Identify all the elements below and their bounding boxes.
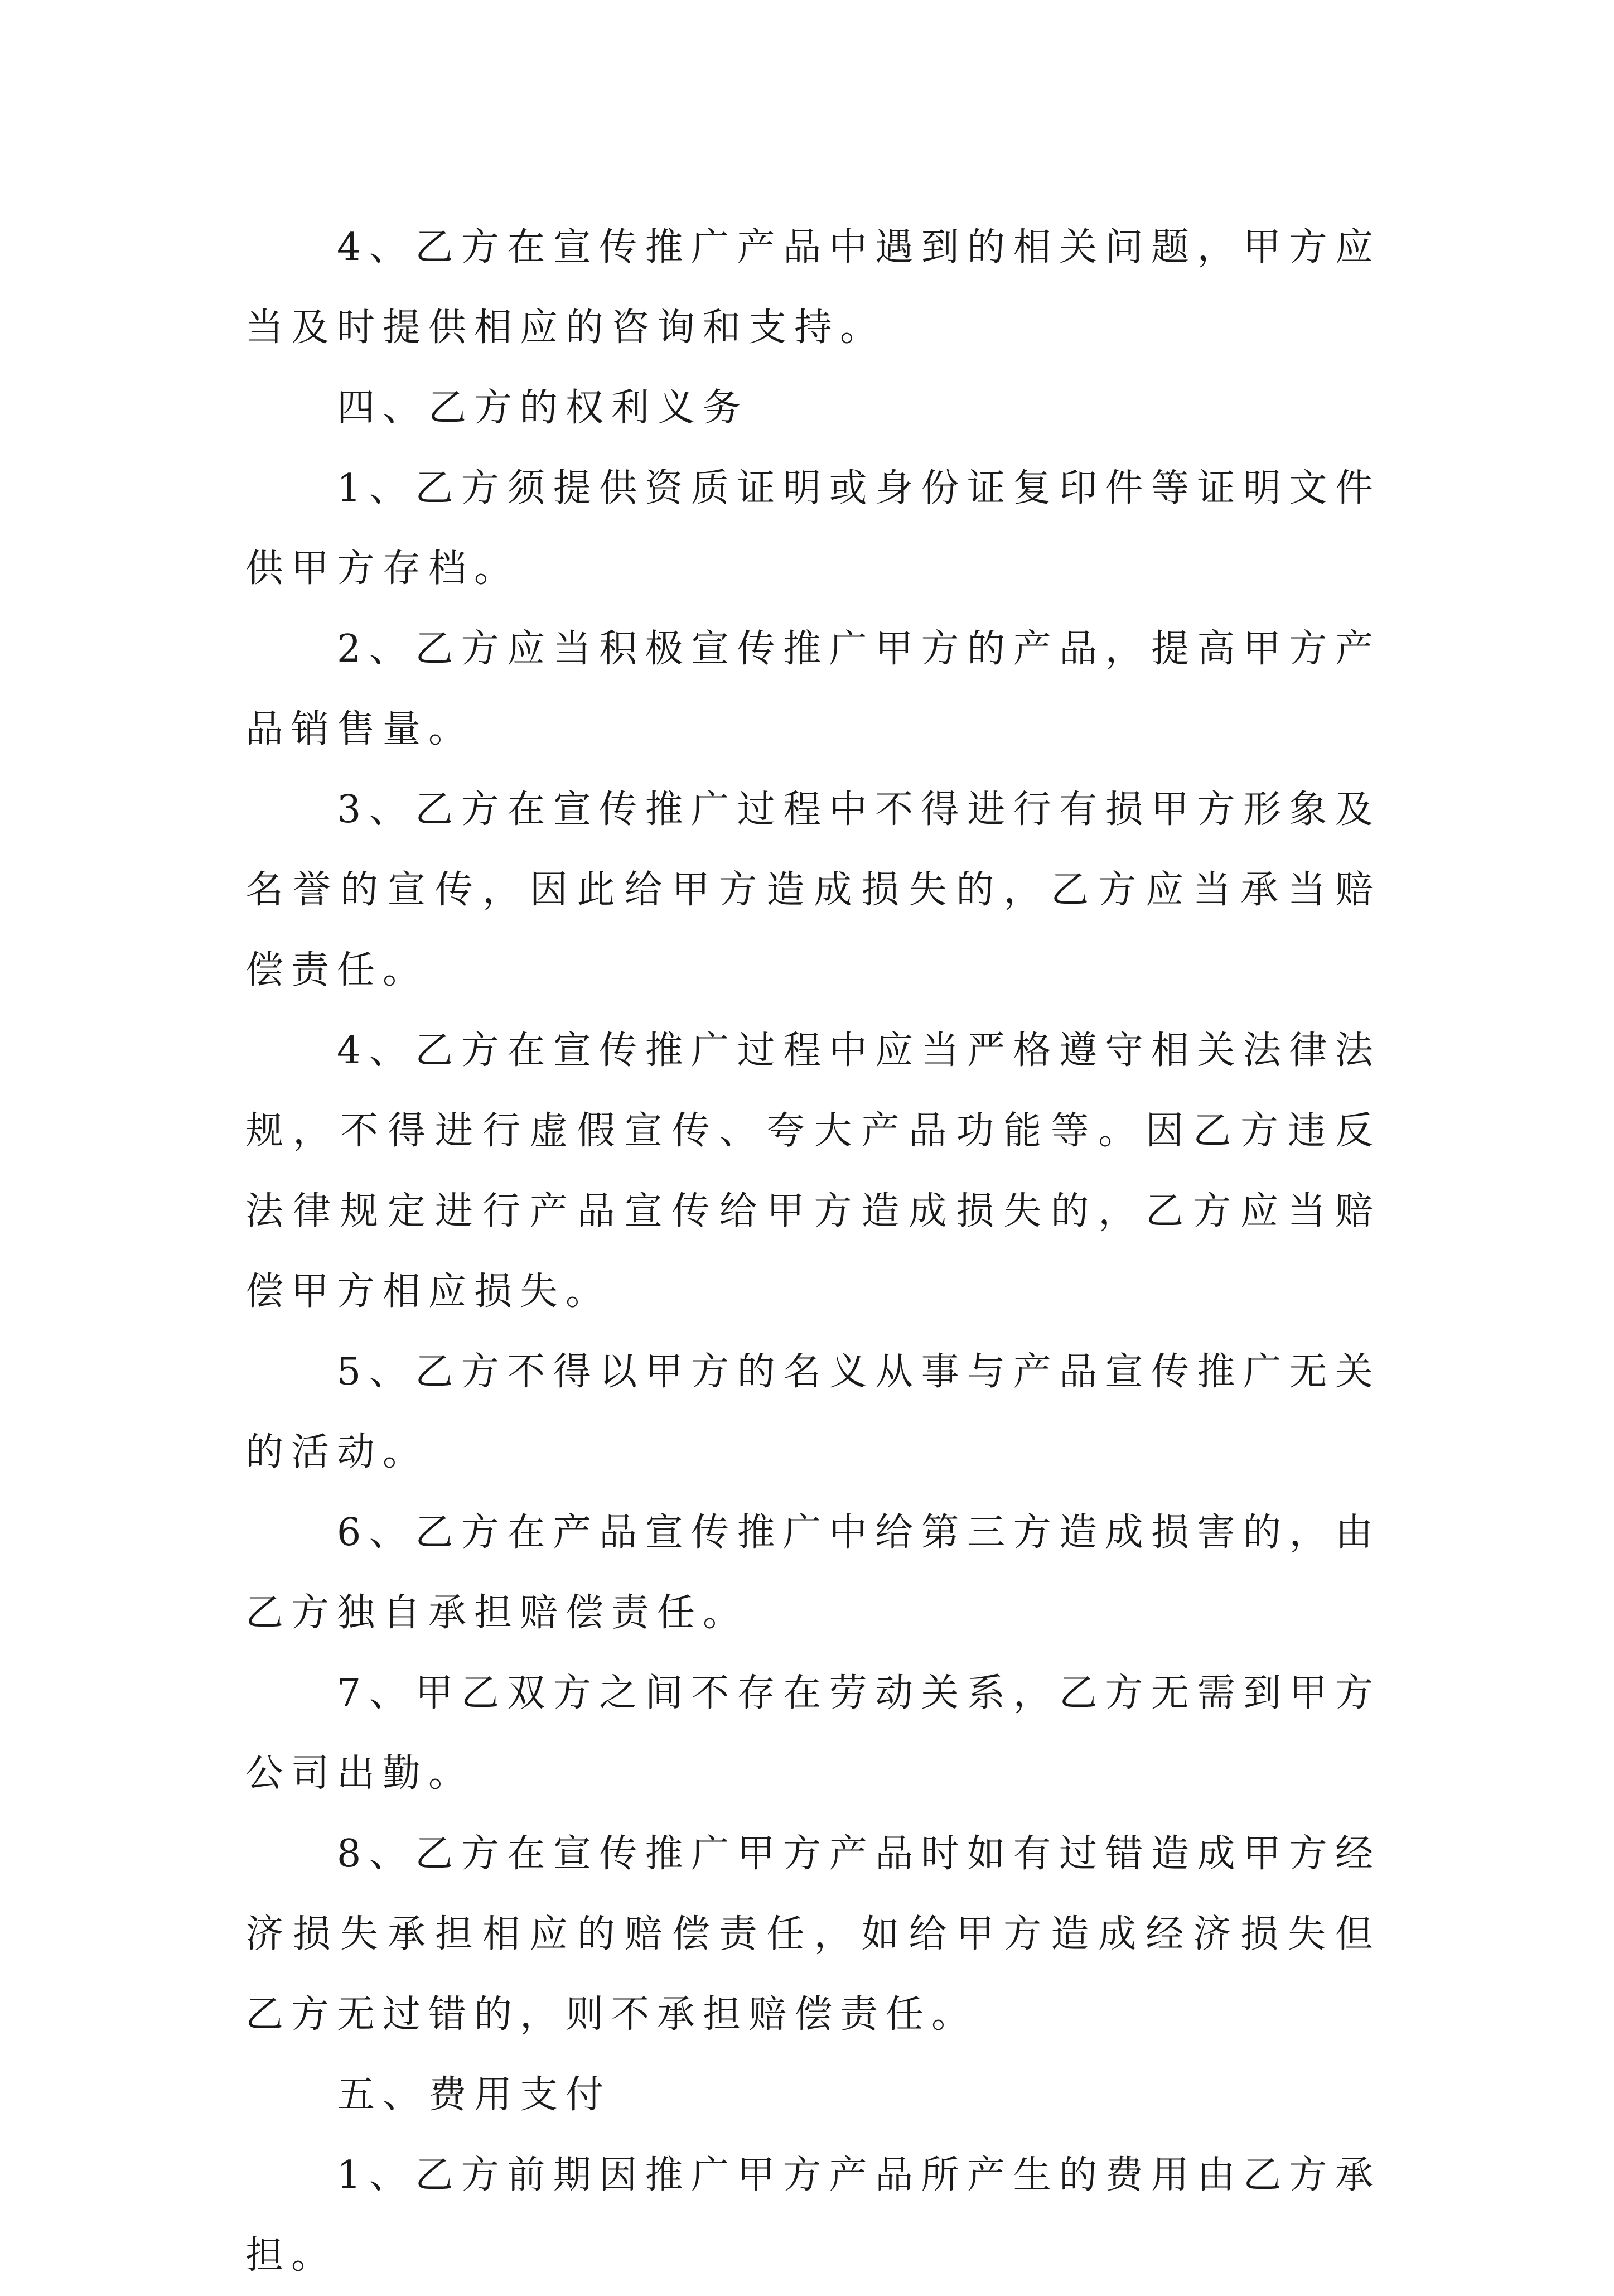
paragraph-4-4: 4、乙方在宣传推广过程中应当严格遵守相关法律法规，不得进行虚假宣传、夸大产品功能等。因乙方违反法律规定进行产品宣传给甲方造成损失的，乙方应当赔偿甲方相应损失。 (245, 1029, 1381, 1314)
paragraph-4-3: 3、乙方在宣传推广过程中不得进行有损甲方形象及名誉的宣传，因此给甲方造成损失的，乙方应当承当赔偿责任。 (245, 788, 1381, 992)
section-heading-4: 四、乙方的权利义务 (337, 386, 749, 430)
paragraph-5-1: 1、乙方前期因推广甲方产品所产生的费用由乙方承担。 (245, 2153, 1381, 2278)
section-heading-5: 五、费用支付 (337, 2073, 612, 2117)
paragraph-3-4: 4、乙方在宣传推广产品中遇到的相关问题，甲方应当及时提供相应的咨询和支持。 (245, 225, 1381, 350)
paragraph-4-6: 6、乙方在产品宣传推广中给第三方造成损害的，由乙方独自承担赔偿责任。 (245, 1511, 1381, 1635)
paragraph-4-5: 5、乙方不得以甲方的名义从事与产品宣传推广无关的活动。 (245, 1350, 1381, 1474)
paragraph-4-1: 1、乙方须提供资质证明或身份证复印件等证明文件供甲方存档。 (245, 466, 1381, 591)
paragraph-4-2: 2、乙方应当积极宣传推广甲方的产品，提高甲方产品销售量。 (245, 627, 1381, 751)
paragraph-4-8: 8、乙方在宣传推广甲方产品时如有过错造成甲方经济损失承担相应的赔偿责任，如给甲方造成经济损失但乙方无过错的，则不承担赔偿责任。 (245, 1832, 1381, 2037)
paragraph-4-7: 7、甲乙双方之间不存在劳动关系，乙方无需到甲方公司出勤。 (245, 1671, 1381, 1796)
document-body (245, 208, 1381, 2296)
